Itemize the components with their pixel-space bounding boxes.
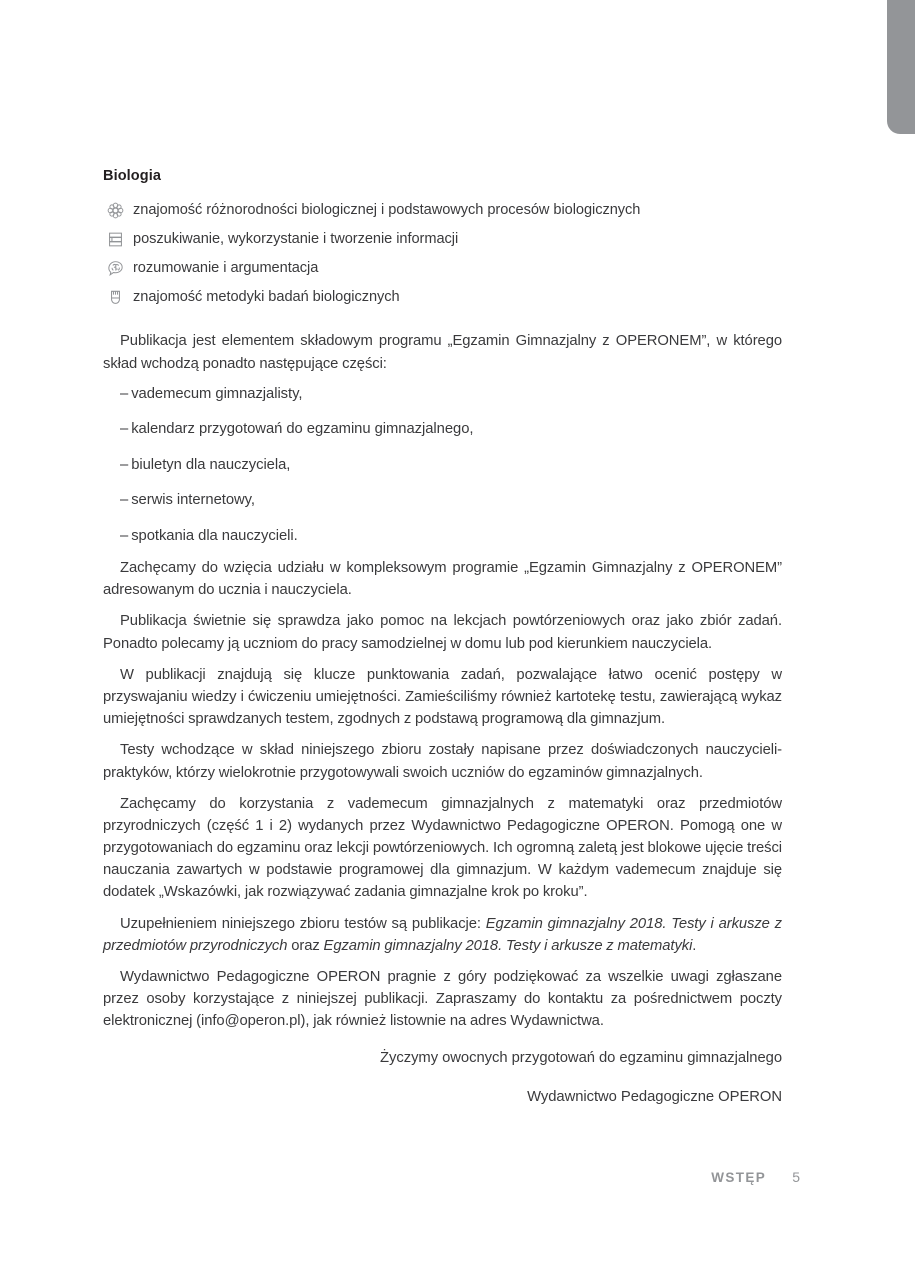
body-paragraph-encourage-program: Zachęcamy do wzięcia udziału w kompleksowym programie „Egzamin Gimnazjalny z OPERONEM” adresowanym do ucznia i nauczyciela.	[103, 560, 782, 599]
requirement-label: rozumowanie i argumentacja	[133, 259, 319, 276]
dash-mark: –	[120, 527, 129, 544]
supplement-conjunction: oraz	[287, 937, 324, 954]
body-paragraph-authors: Testy wchodzące w skład niniejszego zbioru zostały napisane przez doświadczonych nauczycieli-praktyków, którzy wielokrotnie przygotowywali swoich uczniów do egzaminów gimnazjalnych.	[103, 742, 782, 781]
requirements-list	[103, 199, 782, 308]
list-item	[103, 455, 782, 476]
requirement-item	[103, 286, 782, 308]
beaker-flask-icon	[103, 286, 133, 308]
dash-mark: –	[120, 421, 129, 438]
program-parts-list	[103, 384, 782, 547]
list-item	[103, 526, 782, 547]
requirement-item	[103, 257, 782, 279]
list-item	[103, 384, 782, 405]
supplement-tail: .	[692, 937, 697, 954]
closing-wish: Życzymy owocnych przygotowań do egzaminu gimnazjalnego	[380, 1049, 782, 1066]
list-item-label: spotkania dla nauczycieli.	[131, 527, 298, 544]
body-paragraph-contact: Wydawnictwo Pedagogiczne OPERON pragnie z góry podziękować za wszelkie uwagi zgłaszane przez osoby korzystające z niniejszej publikacji. Zapraszamy do kontaktu za pośrednictwem poczty elektronicznej (info@operon.pl), jak również listownie na adres Wydawnictwa.	[103, 969, 782, 1030]
list-item-label: biuletyn dla nauczyciela,	[131, 456, 291, 473]
requirement-label: znajomość metodyki badań biologicznych	[133, 288, 400, 305]
publication-title-two: Egzamin gimnazjalny 2018. Testy i arkusze z matematyki	[323, 937, 693, 954]
page-number: 5	[792, 1169, 800, 1185]
body-paragraph-supplement	[103, 913, 782, 957]
requirement-item	[103, 199, 782, 221]
flower-rosette-icon	[103, 199, 133, 221]
closing-block	[103, 1047, 782, 1108]
page-footer	[711, 1169, 800, 1185]
requirement-label: znajomość różnorodności biologicznej i podstawowych procesów biologicznych	[133, 201, 641, 218]
dash-mark: –	[120, 385, 129, 402]
closing-signature: Wydawnictwo Pedagogiczne OPERON	[527, 1088, 782, 1105]
stacked-books-icon	[103, 228, 133, 250]
body-paragraph-vademecum: Zachęcamy do korzystania z vademecum gimnazjalnych z matematyki oraz przedmiotów przyrodniczych (część 1 i 2) wydanych przez Wydawnictwo Pedagogiczne OPERON. Pomogą one w przygotowaniach do egzaminu oraz lekcji powtórzeniowych. Ich ogromną zaletą jest blokowe ujęcie treści nauczania zawartych w podstawie programowej dla gimnazjum. W każdym vademecum znajduje się dodatek „Wskazówki, jak rozwiązywać zadania gimnazjalne krok po kroku”.	[103, 795, 782, 901]
supplement-lead: Uzupełnieniem niniejszego zbioru testów są publikacje:	[120, 915, 486, 932]
list-item-label: vademecum gimnazjalisty,	[131, 385, 303, 402]
body-paragraph-scoring-keys: W publikacji znajdują się klucze punktowania zadań, pozwalające łatwo ocenić postępy w przyswajaniu wiedzy i ćwiczeniu umiejętności. Zamieściliśmy również kartotekę testu, zawierającą wykaz umiejętności sprawdzanych testem, zgodnych z podstawą programową dla gimnazjum.	[103, 666, 782, 728]
list-item-label: kalendarz przygotowań do egzaminu gimnazjalnego,	[131, 421, 474, 438]
footer-section-label: WSTĘP	[711, 1170, 767, 1185]
list-item	[103, 419, 782, 440]
requirement-label: poszukiwanie, wykorzystanie i tworzenie informacji	[133, 230, 459, 247]
publication-title-one: Egzamin gimnazjalny 2018. Testy i arkusze z przedmiotów przyrodniczych	[103, 915, 782, 954]
dash-mark: –	[120, 492, 129, 509]
page-content	[103, 168, 782, 1108]
chapter-thumb-tab	[887, 0, 915, 134]
section-title: Biologia	[103, 168, 161, 184]
intro-paragraph: Publikacja jest elementem składowym programu „Egzamin Gimnazjalny z OPERONEM”, w którego skład wchodzą ponadto następujące części:	[103, 333, 782, 372]
list-item	[103, 490, 782, 511]
brain-speech-bubble-icon	[103, 257, 133, 279]
body-paragraph-usage: Publikacja świetnie się sprawdza jako pomoc na lekcjach powtórzeniowych oraz jako zbiór zadań. Ponadto polecamy ją uczniom do pracy samodzielnej w domu lub pod kierunkiem nauczyciela.	[103, 613, 782, 652]
requirement-item	[103, 228, 782, 250]
dash-mark: –	[120, 456, 129, 473]
list-item-label: serwis internetowy,	[131, 492, 255, 509]
